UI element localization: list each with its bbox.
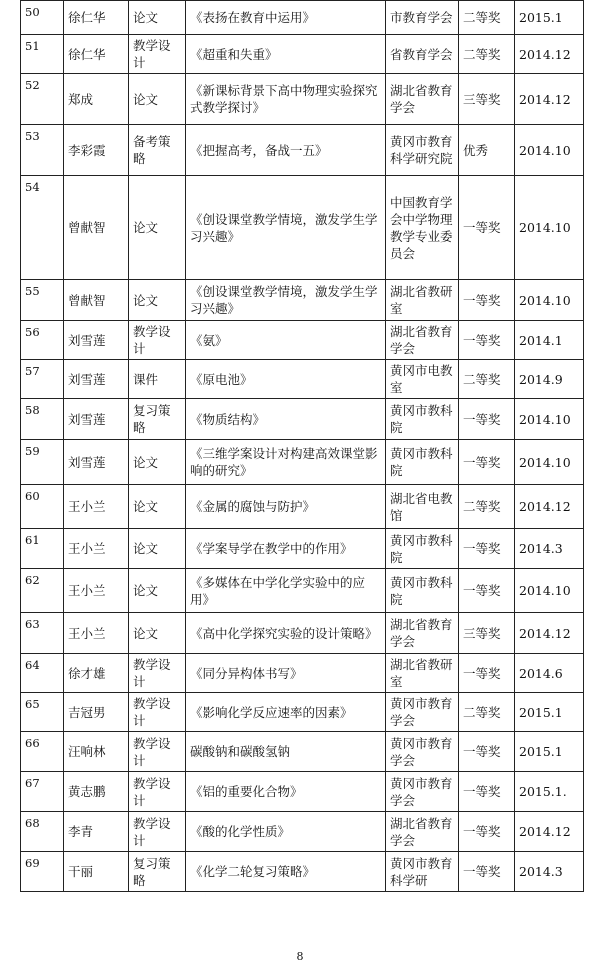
table-row	[21, 529, 584, 569]
table-row	[21, 613, 584, 654]
work-title-cell: 《三维学案设计对构建高效课堂影响的研究》	[186, 440, 386, 485]
award-date-cell: 2014.12	[515, 812, 584, 852]
awarding-organization-cell: 湖北省教育学会	[386, 74, 459, 125]
award-level-cell: 一等奖	[459, 440, 515, 485]
award-level-cell: 优秀	[459, 125, 515, 176]
row-number-cell: 68	[21, 812, 64, 852]
work-title-cell: 《金属的腐蚀与防护》	[186, 485, 386, 529]
awarding-organization-cell: 市教育学会	[386, 1, 459, 35]
work-title-cell: 《酸的化学性质》	[186, 812, 386, 852]
awarding-organization-cell: 黄冈市教科院	[386, 399, 459, 440]
work-title-cell: 《学案导学在教学中的作用》	[186, 529, 386, 569]
work-type-cell: 备考策略	[129, 125, 186, 176]
awarding-organization-cell: 湖北省电教馆	[386, 485, 459, 529]
table-row	[21, 569, 584, 613]
row-number-cell: 50	[21, 1, 64, 35]
award-date-cell: 2014.10	[515, 176, 584, 280]
award-date-cell: 2015.1	[515, 732, 584, 772]
author-name-cell: 刘雪莲	[64, 399, 129, 440]
awarding-organization-cell: 湖北省教研室	[386, 654, 459, 693]
awarding-organization-cell: 黄冈市教科院	[386, 569, 459, 613]
award-level-cell: 一等奖	[459, 569, 515, 613]
author-name-cell: 刘雪莲	[64, 321, 129, 360]
award-date-cell: 2014.12	[515, 35, 584, 74]
work-type-cell: 教学设计	[129, 772, 186, 812]
award-date-cell: 2014.1	[515, 321, 584, 360]
row-number-cell: 69	[21, 852, 64, 892]
award-level-cell: 一等奖	[459, 772, 515, 812]
row-number-cell: 67	[21, 772, 64, 812]
row-number-cell: 58	[21, 399, 64, 440]
work-type-cell: 论文	[129, 569, 186, 613]
author-name-cell: 刘雪莲	[64, 440, 129, 485]
work-title-cell: 《影响化学反应速率的因素》	[186, 693, 386, 732]
work-type-cell: 教学设计	[129, 35, 186, 74]
table-row	[21, 440, 584, 485]
author-name-cell: 李彩霞	[64, 125, 129, 176]
row-number-cell: 65	[21, 693, 64, 732]
author-name-cell: 王小兰	[64, 485, 129, 529]
row-number-cell: 57	[21, 360, 64, 399]
awarding-organization-cell: 省教育学会	[386, 35, 459, 74]
work-type-cell: 论文	[129, 176, 186, 280]
awarding-organization-cell: 湖北省教育学会	[386, 613, 459, 654]
author-name-cell: 曾献智	[64, 280, 129, 321]
table-row	[21, 693, 584, 732]
award-level-cell: 一等奖	[459, 812, 515, 852]
award-date-cell: 2015.1	[515, 693, 584, 732]
award-date-cell: 2014.3	[515, 529, 584, 569]
awarding-organization-cell: 湖北省教育学会	[386, 321, 459, 360]
work-type-cell: 课件	[129, 360, 186, 399]
work-title-cell: 《化学二轮复习策略》	[186, 852, 386, 892]
work-type-cell: 复习策略	[129, 399, 186, 440]
award-level-cell: 一等奖	[459, 529, 515, 569]
awarding-organization-cell: 黄冈市电教室	[386, 360, 459, 399]
work-title-cell: 《表扬在教育中运用》	[186, 1, 386, 35]
author-name-cell: 吉冠男	[64, 693, 129, 732]
work-title-cell: 《创设课堂教学情境，激发学生学习兴趣》	[186, 176, 386, 280]
work-type-cell: 论文	[129, 440, 186, 485]
row-number-cell: 66	[21, 732, 64, 772]
table-row	[21, 485, 584, 529]
author-name-cell: 徐仁华	[64, 35, 129, 74]
award-level-cell: 一等奖	[459, 654, 515, 693]
awarding-organization-cell: 黄冈市教育学会	[386, 772, 459, 812]
award-date-cell: 2014.9	[515, 360, 584, 399]
work-type-cell: 教学设计	[129, 654, 186, 693]
work-title-cell: 《超重和失重》	[186, 35, 386, 74]
award-date-cell: 2014.12	[515, 485, 584, 529]
row-number-cell: 60	[21, 485, 64, 529]
table-row	[21, 35, 584, 74]
table-row	[21, 812, 584, 852]
awards-table	[20, 0, 584, 892]
work-type-cell: 教学设计	[129, 812, 186, 852]
awarding-organization-cell: 湖北省教研室	[386, 280, 459, 321]
work-title-cell: 《高中化学探究实验的设计策略》	[186, 613, 386, 654]
award-date-cell: 2014.10	[515, 125, 584, 176]
row-number-cell: 62	[21, 569, 64, 613]
table-row	[21, 654, 584, 693]
work-title-cell: 《新课标背景下高中物理实验探究式教学探讨》	[186, 74, 386, 125]
author-name-cell: 徐才雄	[64, 654, 129, 693]
work-title-cell: 《原电池》	[186, 360, 386, 399]
author-name-cell: 王小兰	[64, 529, 129, 569]
work-type-cell: 论文	[129, 280, 186, 321]
awarding-organization-cell: 黄冈市教育学会	[386, 693, 459, 732]
table-row	[21, 176, 584, 280]
award-level-cell: 二等奖	[459, 360, 515, 399]
award-level-cell: 一等奖	[459, 280, 515, 321]
award-date-cell: 2014.10	[515, 399, 584, 440]
award-level-cell: 一等奖	[459, 176, 515, 280]
row-number-cell: 61	[21, 529, 64, 569]
work-type-cell: 教学设计	[129, 693, 186, 732]
award-level-cell: 一等奖	[459, 732, 515, 772]
work-type-cell: 复习策略	[129, 852, 186, 892]
work-type-cell: 论文	[129, 485, 186, 529]
award-date-cell: 2014.10	[515, 569, 584, 613]
award-level-cell: 二等奖	[459, 693, 515, 732]
award-date-cell: 2014.6	[515, 654, 584, 693]
author-name-cell: 干丽	[64, 852, 129, 892]
table-body	[21, 1, 584, 892]
work-type-cell: 论文	[129, 74, 186, 125]
awarding-organization-cell: 黄冈市教科院	[386, 440, 459, 485]
row-number-cell: 56	[21, 321, 64, 360]
row-number-cell: 54	[21, 176, 64, 280]
award-level-cell: 三等奖	[459, 74, 515, 125]
work-title-cell: 《同分异构体书写》	[186, 654, 386, 693]
award-date-cell: 2014.12	[515, 613, 584, 654]
award-date-cell: 2015.1.	[515, 772, 584, 812]
work-type-cell: 论文	[129, 613, 186, 654]
awarding-organization-cell: 黄冈市教育科学研究院	[386, 125, 459, 176]
awarding-organization-cell: 黄冈市教育学会	[386, 732, 459, 772]
work-type-cell: 教学设计	[129, 732, 186, 772]
award-level-cell: 一等奖	[459, 399, 515, 440]
award-level-cell: 二等奖	[459, 1, 515, 35]
row-number-cell: 52	[21, 74, 64, 125]
author-name-cell: 汪响林	[64, 732, 129, 772]
award-date-cell: 2014.10	[515, 280, 584, 321]
awarding-organization-cell: 中国教育学会中学物理教学专业委员会	[386, 176, 459, 280]
award-level-cell: 三等奖	[459, 613, 515, 654]
awarding-organization-cell: 黄冈市教科院	[386, 529, 459, 569]
row-number-cell: 63	[21, 613, 64, 654]
award-level-cell: 二等奖	[459, 485, 515, 529]
work-title-cell: 《多媒体在中学化学实验中的应用》	[186, 569, 386, 613]
work-type-cell: 教学设计	[129, 321, 186, 360]
row-number-cell: 51	[21, 35, 64, 74]
work-title-cell: 《物质结构》	[186, 399, 386, 440]
table-row	[21, 125, 584, 176]
work-type-cell: 论文	[129, 1, 186, 35]
row-number-cell: 53	[21, 125, 64, 176]
work-title-cell: 《氨》	[186, 321, 386, 360]
table-row	[21, 732, 584, 772]
table-row	[21, 74, 584, 125]
author-name-cell: 曾献智	[64, 176, 129, 280]
author-name-cell: 郑成	[64, 74, 129, 125]
author-name-cell: 刘雪莲	[64, 360, 129, 399]
work-title-cell: 《创设课堂教学情境，激发学生学习兴趣》	[186, 280, 386, 321]
work-title-cell: 《铝的重要化合物》	[186, 772, 386, 812]
award-date-cell: 2014.10	[515, 440, 584, 485]
awarding-organization-cell: 湖北省教育学会	[386, 812, 459, 852]
work-title-cell: 《把握高考，备战一五》	[186, 125, 386, 176]
table-row	[21, 321, 584, 360]
author-name-cell: 黄志鹏	[64, 772, 129, 812]
table-row	[21, 852, 584, 892]
work-title-cell: 碳酸钠和碳酸氢钠	[186, 732, 386, 772]
page-number: 8	[296, 950, 304, 963]
author-name-cell: 王小兰	[64, 613, 129, 654]
table-row	[21, 772, 584, 812]
award-level-cell: 一等奖	[459, 321, 515, 360]
award-level-cell: 一等奖	[459, 852, 515, 892]
award-date-cell: 2014.12	[515, 74, 584, 125]
award-date-cell: 2015.1	[515, 1, 584, 35]
row-number-cell: 55	[21, 280, 64, 321]
table-row	[21, 360, 584, 399]
award-date-cell: 2014.3	[515, 852, 584, 892]
table-row	[21, 1, 584, 35]
work-type-cell: 论文	[129, 529, 186, 569]
table-row	[21, 399, 584, 440]
author-name-cell: 王小兰	[64, 569, 129, 613]
row-number-cell: 64	[21, 654, 64, 693]
author-name-cell: 徐仁华	[64, 1, 129, 35]
author-name-cell: 李青	[64, 812, 129, 852]
awarding-organization-cell: 黄冈市教育科学研	[386, 852, 459, 892]
award-level-cell: 二等奖	[459, 35, 515, 74]
row-number-cell: 59	[21, 440, 64, 485]
table-row	[21, 280, 584, 321]
